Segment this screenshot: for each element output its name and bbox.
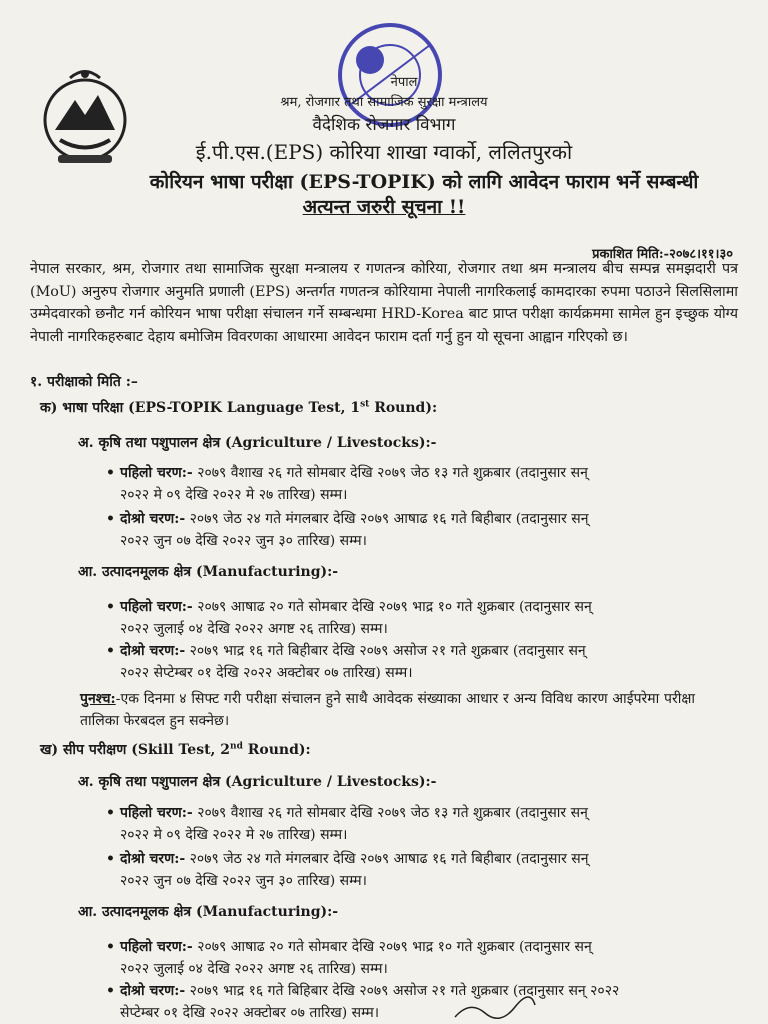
list-item: • दोश्रो चरण:- २०७९ भाद्र १६ गते बिहीबार देखि २०७९ असोज २१ गते शुक्रबार (तदानुसार सन् २०२२ सेप्टेम्बर ०१ देखि २०२२ अक्टोबर ०७ तारिख) सम्म। — [106, 643, 586, 681]
list-item: • दोश्रो चरण:- २०७९ जेठ २४ गते मंगलबार देखि २०७९ आषाढ १६ गते बिहीबार (तदानुसार सन् २०२२ जुन ०७ देखि २०२२ जुन ३० तारिख) सम्म। — [106, 851, 589, 889]
postscript-note: पुनश्च:-एक दिनमा ४ सिफ्ट गरी परीक्षा संचालन हुने साथै आवेदक संख्याका आधार र अन्य विविध कारण आईपरेमा परीक्षा तालिका फेरबदल हुन सक्नेछ। — [80, 691, 695, 729]
section-1-heading: १. परीक्षाको मिति :– — [30, 374, 138, 390]
list-item: • पहिलो चरण:- २०७९ वैशाख २६ गते सोमबार देखि २०७९ जेठ १३ गते शुक्रबार (तदानुसार सन् २०२२ मे ०९ देखि २०२२ मे २७ तारिख) सम्म। — [106, 465, 588, 503]
part-b-heading: ख) सीप परीक्षण (Skill Test, 2nd Round): — [40, 741, 311, 758]
intro-paragraph: नेपाल सरकार, श्रम, रोजगार तथा सामाजिक सुरक्षा मन्त्रालय र गणतन्त्र कोरिया, रोजगार तथा श्रम मन्त्रालय बीच सम्पन्न समझदारी पत्र (MoU) अनुरुप रोजगार अनुमति प्रणाली (EPS) अन्तर्गत गणतन्त्र कोरियामा नेपाली नागरिकलाई कामदारका रुपमा पठाउने सिलसिलामा उम्मेदवारको छनौट गर्न कोरियन भाषा परीक्षा संचालन गर्ने सम्बन्धमा HRD-Korea बाट प्राप्त परीक्षा कार्यक्रममा सामेल हुन इच्छुक योग्य नेपाली नागरिकहरुबाट देहाय बमोजिम विवरणका आधारमा आवेदन फाराम दर्ता गर्नु हुन यो सूचना आह्वान गरिएको छ। — [30, 261, 738, 346]
header-ministry: श्रम, रोजगार तथा सामाजिक सुरक्षा मन्त्रालय — [280, 95, 488, 110]
list-item: • दोश्रो चरण:- २०७९ जेठ २४ गते मंगलबार देखि २०७९ आषाढ १६ गते बिहीबार (तदानुसार सन् २०२२ जुन ०७ देखि २०२२ जुन ३० तारिख) सम्म। — [106, 511, 589, 549]
list-item: • पहिलो चरण:- २०७९ आषाढ २० गते सोमबार देखि २०७९ भाद्र १० गते शुक्रबार (तदानुसार सन् २०२२ जुलाई ०४ देखि २०२२ अगष्ट २६ तारिख) सम्म। — [106, 939, 592, 977]
header-department: वैदेशिक रोजगार विभाग — [312, 115, 456, 135]
signature-mark — [450, 995, 540, 1023]
part-a-heading: क) भाषा परिक्षा (EPS-TOPIK Language Test, 1st Round): — [40, 399, 438, 416]
list-item: • पहिलो चरण:- २०७९ आषाढ २० गते सोमबार देखि २०७९ भाद्र १० गते शुक्रबार (तदानुसार सन् २०२२ जुलाई ०४ देखि २०२२ अगष्ट २६ तारिख) सम्म। — [106, 599, 592, 637]
notice-subtitle: अत्यन्त जरुरी सूचना !! — [302, 196, 466, 218]
part-a-manu-heading: आ. उत्पादनमूलक क्षेत्र (Manufacturing):- — [78, 564, 339, 580]
published-date: प्रकाशित मिति:-२०७८।११।३० — [592, 247, 733, 262]
part-b-agri-heading: अ. कृषि तथा पशुपालन क्षेत्र (Agriculture / Livestocks):- — [78, 774, 437, 790]
list-item: • पहिलो चरण:- २०७९ वैशाख २६ गते सोमबार देखि २०७९ जेठ १३ गते शुक्रबार (तदानुसार सन् २०२२ मे ०९ देखि २०२२ मे २७ तारिख) सम्म। — [106, 805, 588, 843]
header-office: ई.पी.एस.(EPS) कोरिया शाखा ग्वार्को, ललितपुरको — [195, 140, 573, 164]
part-b-manu-heading: आ. उत्पादनमूलक क्षेत्र (Manufacturing):- — [78, 904, 339, 920]
header-country: नेपाल — [390, 75, 418, 90]
list-item: • दोश्रो चरण:- २०७९ भाद्र १६ गते बिहिबार देखि २०७९ असोज २१ गते शुक्रबार (तदानुसार सन् २०२२ सेप्टेम्बर ०१ देखि २०२२ अक्टोबर ०७ तारिख) सम्म। — [106, 983, 620, 1021]
notice-title: कोरियन भाषा परीक्षा (EPS-TOPIK) को लागि आवेदन फाराम भर्ने सम्बन्धी — [149, 171, 699, 193]
part-a-agri-heading: अ. कृषि तथा पशुपालन क्षेत्र (Agriculture / Livestocks):- — [78, 435, 437, 451]
